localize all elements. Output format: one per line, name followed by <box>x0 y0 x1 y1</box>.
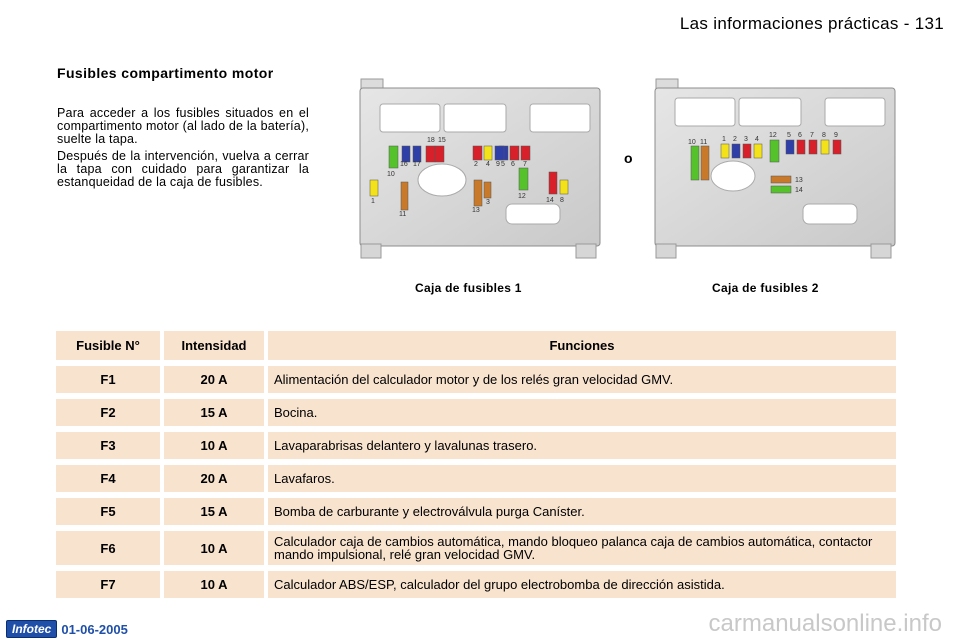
table-header-row <box>56 331 896 360</box>
fuse-label: 2 <box>733 136 737 143</box>
fuse-label: 6 <box>511 161 515 168</box>
fuse-label: 3 <box>486 199 490 206</box>
intensity-cell: 15 A <box>164 498 264 525</box>
fuse-3 <box>484 182 491 198</box>
fuse-box-2-diagram <box>653 76 897 262</box>
fuse-number-cell: F6 <box>56 531 160 565</box>
fuse-label: 11 <box>700 139 708 146</box>
fuse-1 <box>370 180 378 196</box>
fuse-10 <box>691 146 699 180</box>
fuse-11 <box>401 182 408 210</box>
intensity-cell: 10 A <box>164 531 264 565</box>
fuse-13 <box>771 176 791 183</box>
header-intensity: Intensidad <box>164 331 264 360</box>
header-fuse-number: Fusible N° <box>56 331 160 360</box>
table-row <box>56 366 896 393</box>
intensity-cell: 20 A <box>164 465 264 492</box>
fuse-12 <box>519 168 528 190</box>
function-cell: Alimentación del calculador motor y de los relés gran velocidad GMV. <box>268 366 896 393</box>
fuse-label: 18 <box>427 137 435 144</box>
fuse-2 <box>473 146 482 160</box>
fuse-label: 4 <box>486 161 490 168</box>
fuse-label: 17 <box>413 161 421 168</box>
table-row <box>56 531 896 565</box>
intensity-cell: 10 A <box>164 571 264 598</box>
fuse-label: 1 <box>722 136 726 143</box>
footer-date: 01-06-2005 <box>61 621 128 637</box>
fuse-number-cell: F4 <box>56 465 160 492</box>
fuse-6 <box>510 146 519 160</box>
watermark: carmanualsonline.info <box>708 610 942 637</box>
fuse-18 <box>426 146 435 162</box>
fuse-16 <box>402 146 410 162</box>
fuse-4 <box>484 146 492 160</box>
fuse-6 <box>797 140 805 154</box>
fuse-label: 2 <box>474 161 478 168</box>
function-cell: Calculador ABS/ESP, calculador del grupo electrobomba de dirección asistida. <box>268 571 896 598</box>
instruction-paragraph-2: Después de la intervención, vuelva a cerrar la tapa con cuidado para garantizar la estanqueidad de la caja de fusibles. <box>57 149 309 189</box>
header-functions: Funciones <box>268 331 896 360</box>
fuse-14 <box>549 172 557 194</box>
fuse-7 <box>521 146 530 160</box>
function-cell: Lavaparabrisas delantero y lavalunas trasero. <box>268 432 896 459</box>
function-cell: Calculador caja de cambios automática, mando bloqueo palanca caja de cambios automática, contactor mando impulsional, relé gran velocidad GMV. <box>268 531 896 565</box>
page-header: Las informaciones prácticas - 131 <box>679 14 944 33</box>
fuse-label: 5 <box>787 132 791 139</box>
footer <box>6 620 128 638</box>
fuse-number-cell: F7 <box>56 571 160 598</box>
fuse-box-1-diagram <box>358 76 602 262</box>
fuse-label: 12 <box>769 132 777 139</box>
fuse-label: 14 <box>546 197 554 204</box>
fuse-9 <box>495 146 504 160</box>
fuse-8 <box>560 180 568 194</box>
fuse-label: 10 <box>387 171 395 178</box>
fuse-label: 12 <box>518 193 526 200</box>
fuse-label: 15 <box>438 137 446 144</box>
infotec-logo: Infotec <box>6 620 57 638</box>
fuse-10 <box>389 146 398 168</box>
fuse-3 <box>743 144 751 158</box>
fuse-label: 3 <box>744 136 748 143</box>
fuse-label: 13 <box>472 207 480 214</box>
diagram-separator: o <box>624 150 633 166</box>
fuse-box-2-caption: Caja de fusibles 2 <box>712 281 819 295</box>
fuse-label: 6 <box>798 132 802 139</box>
function-cell: Lavafaros. <box>268 465 896 492</box>
fuse-box-1-caption: Caja de fusibles 1 <box>415 281 522 295</box>
fuse-8 <box>821 140 829 154</box>
fuse-5 <box>786 140 794 154</box>
intensity-cell: 20 A <box>164 366 264 393</box>
fuse-number-cell: F2 <box>56 399 160 426</box>
fuse-label: 10 <box>688 139 696 146</box>
fuse-label: 8 <box>822 132 826 139</box>
fuse-17 <box>413 146 421 162</box>
fuse-9 <box>833 140 841 154</box>
fuse-label: 11 <box>399 211 407 218</box>
fuse-label: 14 <box>795 187 803 194</box>
fuse-12 <box>770 140 779 162</box>
function-cell: Bomba de carburante y electroválvula purga Caníster. <box>268 498 896 525</box>
fuse-label: 8 <box>560 197 564 204</box>
fuse-14 <box>771 186 791 193</box>
fuse-number-cell: F1 <box>56 366 160 393</box>
function-cell: Bocina. <box>268 399 896 426</box>
fuse-label: 7 <box>523 161 527 168</box>
fuse-label: 4 <box>755 136 759 143</box>
fuse-2 <box>732 144 740 158</box>
fuse-label: 7 <box>810 132 814 139</box>
fuse-label: 13 <box>795 177 803 184</box>
table-row <box>56 571 896 598</box>
fuse-number-cell: F5 <box>56 498 160 525</box>
fuse-number-cell: F3 <box>56 432 160 459</box>
intensity-cell: 10 A <box>164 432 264 459</box>
fuse-label: 9 <box>834 132 838 139</box>
table-row <box>56 498 896 525</box>
fuse-1 <box>721 144 729 158</box>
fuse-label: 16 <box>400 161 408 168</box>
fuse-4 <box>754 144 762 158</box>
table-row <box>56 399 896 426</box>
table-row <box>56 465 896 492</box>
fuse-table <box>52 325 900 604</box>
fuse-label: 9 <box>496 161 500 168</box>
section-title: Fusibles compartimento motor <box>57 65 274 81</box>
fuse-7 <box>809 140 817 154</box>
table-row <box>56 432 896 459</box>
intensity-cell: 15 A <box>164 399 264 426</box>
fuse-label: 1 <box>371 198 375 205</box>
fuse-label: 5 <box>501 161 505 168</box>
fuse-11 <box>701 146 709 180</box>
fuse-15 <box>435 146 444 162</box>
fuse-13 <box>474 180 482 206</box>
instruction-paragraph-1: Para acceder a los fusibles situados en el compartimento motor (al lado de la batería), suelte la tapa. <box>57 106 309 146</box>
